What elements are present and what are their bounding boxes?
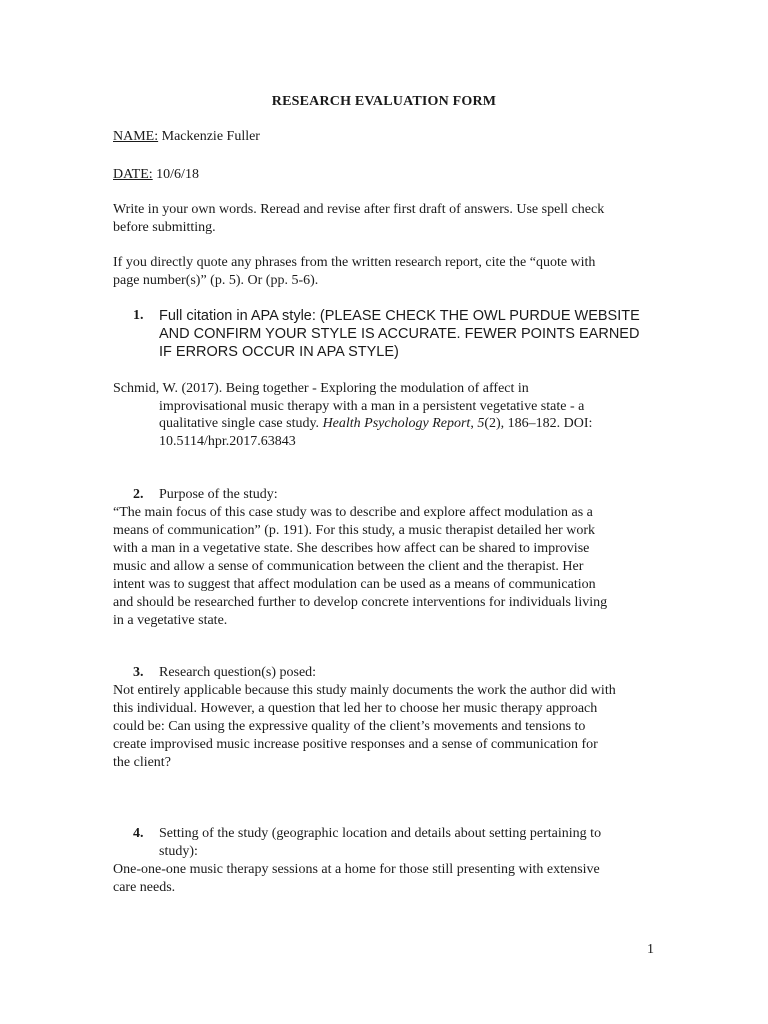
citation-line: 10.5114/hpr.2017.63843 xyxy=(159,434,296,449)
date-label: DATE: xyxy=(113,167,153,182)
page-number: 1 xyxy=(647,942,654,957)
q2-answer-line: means of communication” (p. 191). For this study, a music therapist detailed her work xyxy=(113,523,595,538)
date-value: 10/6/18 xyxy=(152,167,199,182)
instructions-line: Write in your own words. Reread and revise after first draft of answers. Use spell check xyxy=(113,202,605,217)
citation-text: (2), 186–182. DOI: xyxy=(484,416,593,431)
q1-text-line: Full citation in APA style: (PLEASE CHECK THE OWL PURDUE WEBSITE xyxy=(159,308,640,324)
q4-answer-line: care needs. xyxy=(113,880,176,895)
q4-label-line: study): xyxy=(159,844,198,859)
q1-text-line: AND CONFIRM YOUR STYLE IS ACCURATE. FEWER POINTS EARNED xyxy=(159,326,640,342)
name-row xyxy=(113,128,260,146)
q2-label: Purpose of the study: xyxy=(159,487,278,502)
q2-answer-line: intent was to suggest that affect modulation can be used as a means of communication xyxy=(113,577,596,592)
name-value: Mackenzie Fuller xyxy=(158,129,260,144)
q1-number: 1. xyxy=(133,308,144,323)
quote-instructions-line: If you directly quote any phrases from the written research report, cite the “quote with xyxy=(113,255,596,270)
q1-text-line: IF ERRORS OCCUR IN APA STYLE) xyxy=(159,344,399,360)
journal-title: Health Psychology Report xyxy=(322,416,471,431)
citation-line xyxy=(159,415,592,433)
q3-answer-line: Not entirely applicable because this study mainly documents the work the author did with xyxy=(113,683,616,698)
q3-answer-line: this individual. However, a question that led her to choose her music therapy approach xyxy=(113,701,598,716)
name-label: NAME: xyxy=(113,129,159,144)
form-title: RESEARCH EVALUATION FORM xyxy=(271,94,497,109)
q2-answer-line: “The main focus of this case study was to describe and explore affect modulation as a xyxy=(113,505,593,520)
journal-volume: 5 xyxy=(477,416,485,431)
q3-number: 3. xyxy=(133,665,144,680)
q2-answer-line: and should be researched further to develop concrete interventions for individuals living xyxy=(113,595,608,610)
q2-answer-line: with a man in a vegetative state. She describes how affect can be shared to improvise xyxy=(113,541,590,556)
q3-answer-line: could be: Can using the expressive quality of the client’s movements and tensions to xyxy=(113,719,586,734)
date-row xyxy=(113,166,199,184)
q3-answer-line: create improvised music increase positive responses and a sense of communication for xyxy=(113,737,598,752)
citation-line: improvisational music therapy with a man in a persistent vegetative state - a xyxy=(159,399,585,414)
q2-number: 2. xyxy=(133,487,144,502)
q3-answer-line: the client? xyxy=(113,755,171,770)
q2-answer-line: music and allow a sense of communication between the client and the therapist. Her xyxy=(113,559,584,574)
q4-label-line: Setting of the study (geographic location and details about setting pertaining to xyxy=(159,826,602,841)
q2-answer-line: in a vegetative state. xyxy=(113,613,228,628)
q4-number: 4. xyxy=(133,826,144,841)
citation-text: qualitative single case study. xyxy=(159,416,323,431)
instructions-line: before submitting. xyxy=(113,220,216,235)
quote-instructions-line: page number(s)” (p. 5). Or (pp. 5-6). xyxy=(113,273,319,288)
citation-text: , xyxy=(470,416,478,431)
q3-label: Research question(s) posed: xyxy=(159,665,317,680)
q4-answer-line: One-one-one music therapy sessions at a home for those still presenting with extensive xyxy=(113,862,600,877)
citation-line: Schmid, W. (2017). Being together - Exploring the modulation of affect in xyxy=(113,381,529,396)
